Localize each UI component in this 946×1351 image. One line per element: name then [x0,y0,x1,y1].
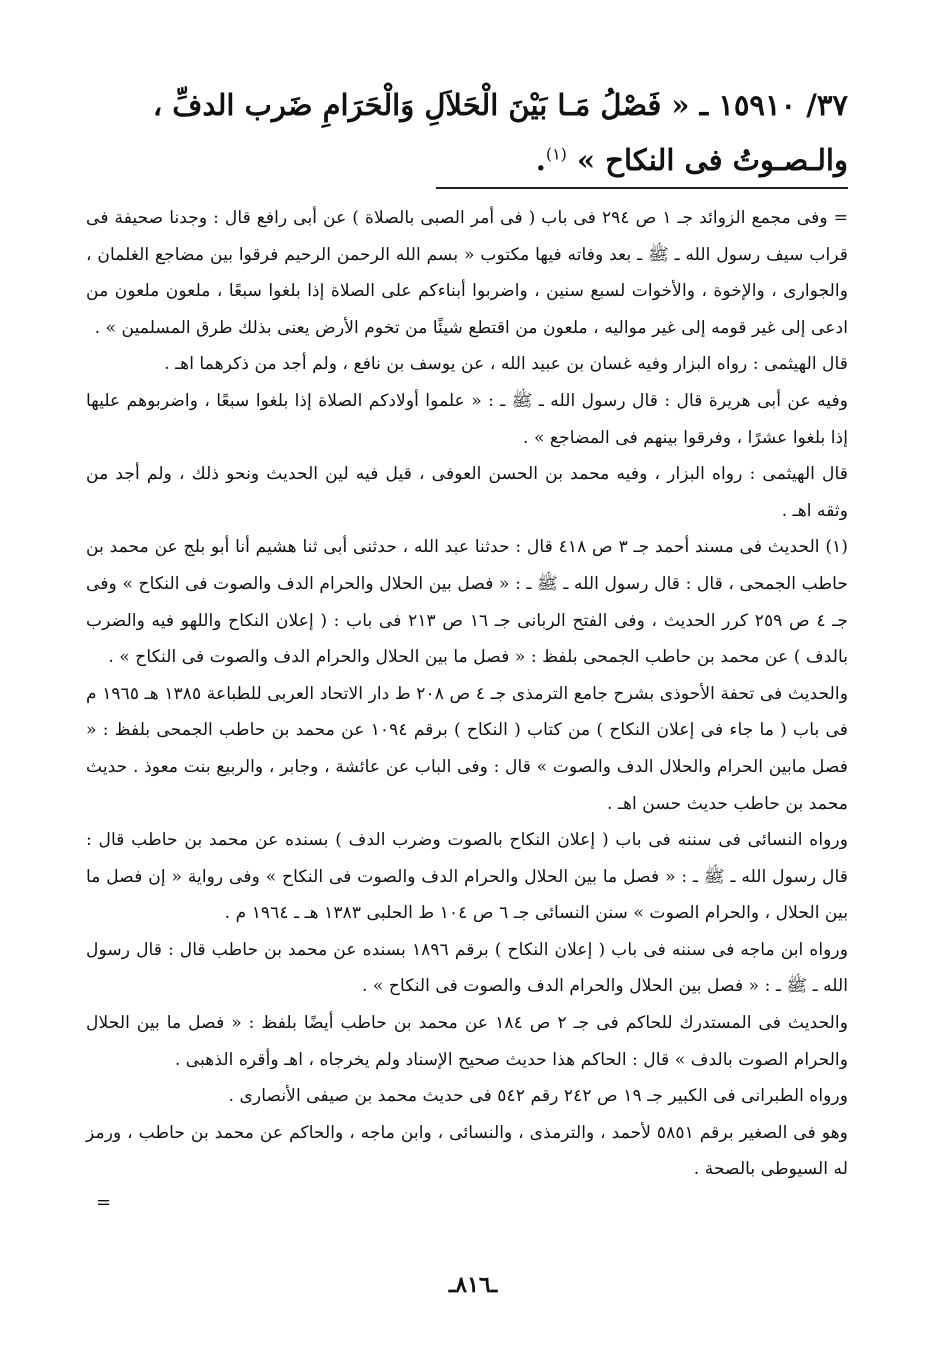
hadith-heading [88,78,848,188]
footnote-paragraph: والحديث فى المستدرك للحاكم فى جـ ٢ ص ١٨٤ عن محمد بن حاطب أيضًا بلفظ : « فصل ما بين الحلال والحرام الصوت بالدف » قال : الحاكم هذا حديث صحيح الإسناد ولم يخرجاه ، اهـ وأقره الذهبى . [86,1013,848,1070]
footnote-paragraph: والحديث فى تحفة الأحوذى بشرح جامع الترمذى جـ ٤ ص ٢٠٨ ط دار الاتحاد العربى للطباعة ١٣٨٥ هـ ١٩٦٥ م فى باب ( ما جاء فى إعلان النكاح ) من كتاب ( النكاح ) برقم ١٠٩٤ عن محمد بن حاطب الجمحى بلفظ : « فصل مابين الحرام والحلال الدف والصوت » قال : وفى الباب عن عائشة ، وجابر ، والربيع بنت معوذ . حديث محمد بن حاطب حديث حسن اهـ . [86,683,848,814]
footnote-paragraph: قال الهيثمى : رواه البزار ، وفيه محمد بن الحسن العوفى ، قيل فيه لين الحديث ونحو ذلك ، ولم أجد من وثقه اهـ . [86,464,848,521]
footnote-paragraph: وفيه عن أبى هريرة قال : قال رسول الله ـ ﷺ ـ : « علموا أولادكم الصلاة إذا بلغوا سبعًا ، واضربوهم عليها إذا بلغوا عشرًا ، وفرقوا بينهم فى المضاجع » . [86,390,848,448]
heading-text: ٣٧/ ١٥٩١٠ ـ « فَصْلُ مَـا بَيْنَ الْحَلاَلِ وَالْحَرَامِ ضَرب الدفِّ ، والـصـوتُ فى النكاح » [152,88,848,177]
footnote-paragraph: ورواه الطبرانى فى الكبير جـ ١٩ ص ٢٤٢ رقم ٥٤٢ فى حديث محمد بن صيفى الأنصارى . [228,1086,848,1107]
footnote-paragraph: = وفى مجمع الزوائد جـ ١ ص ٢٩٤ فى باب ( فى أمر الصبى بالصلاة ) عن أبى رافع قال : وجدنا صحيفة فى قراب سيف رسول الله ـ ﷺ ـ بعد وفاته فيها مكتوب « بسم الله الرحمن الرحيم فرقوا بين مضاجع الغلمان ، والجوارى ، والإخوة ، والأخوات لسبع سنين ، واضربوا أبناءكم على الصلاة إذا بلغوا سبعًا ، ملعون ملعون من ادعى إلى غير قومه إلى غير مواليه ، ملعون من اقتطع شيئًا من تخوم الأرض يعنى بذلك طرق المسلمين » . [86,208,848,338]
footnote-paragraph: قال الهيثمى : رواه البزار وفيه غسان بن عبيد الله ، عن يوسف بن نافع ، ولم أجد من ذكرهما اهـ . [164,354,848,375]
footnote-paragraph: ورواه النسائى فى سننه فى باب ( إعلان النكاح بالصوت وضرب الدف ) بسنده عن محمد بن حاطب قال : قال رسول الله ـ ﷺ ـ : « فصل ما بين الحلال والحرام الدف والصوت فى النكاح » وفى رواية « إن فصل ما بين الحلال ، والحرام الصوت » سنن النسائى جـ ٦ ص ١٠٤ ط الحلبى ١٣٨٣ هـ ـ ١٩٦٤ م . [86,830,848,924]
footnote-paragraph: وهو فى الصغير برقم ٥٨٥١ لأحمد ، والترمذى ، والنسائى ، وابن ماجه ، والحاكم عن محمد بن حاطب ، ورمز له السيوطى بالصحة . [86,1122,848,1180]
footnotes-block [86,200,848,1188]
footnote-paragraph: ورواه ابن ماجه فى سننه فى باب ( إعلان النكاح ) برقم ١٨٩٦ بسنده عن محمد بن حاطب قال : قال رسول الله ـ ﷺ ـ : « فصل بين الحلال والحرام الدف والصوت فى النكاح » . [86,939,849,997]
footnote-paragraph: (١) الحديث فى مسند أحمد جـ ٣ ص ٤١٨ قال : حدثنا عبد الله ، حدثنى أبى ثنا هشيم أنا أبو بلج عن محمد بن حاطب الجمحى ، قال : قال رسول الله ـ ﷺ ـ : « فصل بين الحلال والحرام الدف والصوت فى النكاح » وفى جـ ٤ ص ٢٥٩ كرر الحديث ، وفى الفتح الربانى جـ ١٦ ص ٢١٣ فى باب : ( إعلان النكاح واللهو فيه والضرب بالدف ) عن محمد بن حاطب الجمحى بلفظ : « فصل ما بين الحلال والحرام الدف والصوت فى النكاح » . [86,537,848,668]
heading-end-punctuation: . [535,143,546,177]
footnote-separator-rule [436,187,848,189]
footnote-reference: (١) [545,144,567,164]
continuation-mark: = [96,1192,112,1213]
page-number: ـ٨١٦ـ [448,1272,498,1298]
